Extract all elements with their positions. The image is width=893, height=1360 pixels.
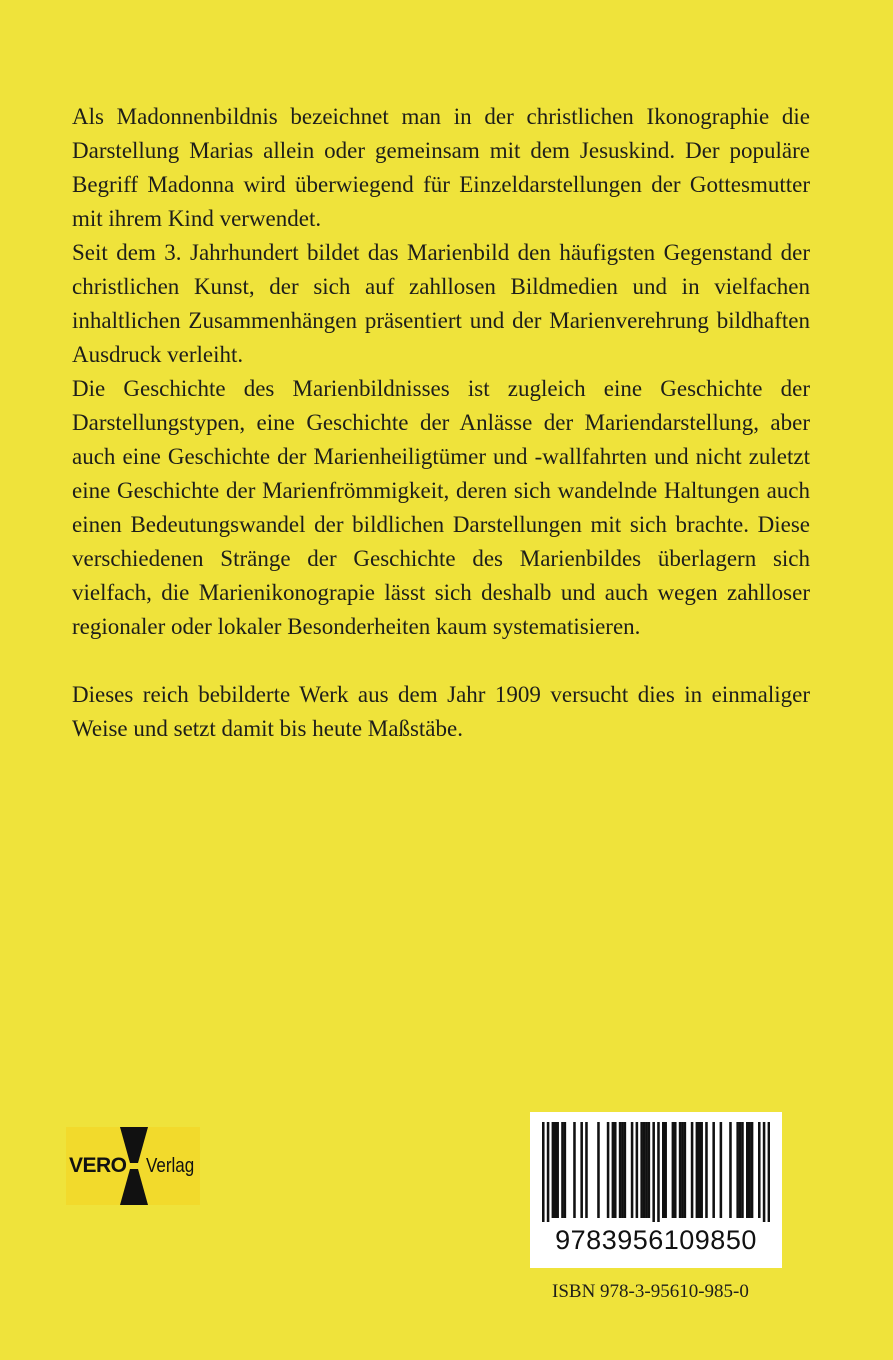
barcode-bar: [640, 1122, 643, 1218]
barcode-bar: [720, 1122, 723, 1218]
barcode-bar: [612, 1122, 615, 1218]
barcode-bar: [580, 1122, 583, 1218]
barcode-bar: [696, 1122, 699, 1218]
barcode-bar: [741, 1122, 744, 1218]
barcode-bar: [681, 1122, 684, 1218]
barcode-bar: [585, 1122, 588, 1218]
barcode-bar: [621, 1122, 624, 1218]
barcode-bar: [648, 1122, 651, 1218]
barcode-bar: [561, 1122, 564, 1218]
barcode-bar: [674, 1122, 677, 1218]
barcode-bar: [652, 1122, 655, 1222]
barcode-bar: [679, 1122, 682, 1218]
isbn-label: ISBN 978-3-95610-985-0: [552, 1281, 749, 1302]
barcode-bar: [698, 1122, 701, 1218]
barcode-bar: [619, 1122, 622, 1218]
barcode-bar: [684, 1122, 687, 1218]
blurb-closing: Dieses reich bebilderte Werk aus dem Jahr 1909 versucht dies in einmaliger Weise und setzt damit bis heute Maßstäbe.: [72, 682, 810, 741]
barcode-bar: [607, 1122, 610, 1218]
barcode-bar: [729, 1122, 732, 1218]
logo-verlag-text: Verlag: [146, 1155, 195, 1177]
blurb-paragraph-2: Seit dem 3. Jahrhundert bildet das Marienbild den häufigsten Gegenstand der christlichen Kunst, der sich auf zahllosen Bildmedien und in vielfachen inhaltlichen Zusammenhängen präsentiert und der Marienverehrung bildhaften Ausdruck verleiht.: [72, 240, 810, 367]
blurb-paragraph-3: Die Geschichte des Marienbildnisses ist zugleich eine Geschichte der Darstellungstypen, eine Geschichte der Anlässe der Mariendarstellung, aber auch eine Geschichte der Marienheiligtümer und -wallfahrten und nicht zuletzt eine Geschichte der Marienfrömmigkeit, deren sich wandelnde Haltungen auch einen Bedeutungswandel der bildlichen Darstellungen mit sich brachte. Diese verschiedenen Stränge der Geschichte des Marienbildes überlagern sich vielfach, die Marienikonograpie lässt sich deshalb und auch wegen zahlloser regionaler oder lokaler Besonderheiten kaum systematisieren.: [72, 376, 810, 639]
barcode-bar: [758, 1122, 761, 1218]
paragraph-spacer: [72, 644, 810, 678]
barcode-bar: [657, 1122, 660, 1222]
barcode-bar: [736, 1122, 739, 1218]
barcode-bar: [556, 1122, 559, 1218]
barcode-bar: [691, 1122, 694, 1218]
barcode-bar: [597, 1122, 600, 1218]
barcode-bar: [614, 1122, 617, 1218]
barcode-bar: [672, 1122, 675, 1218]
barcode-bar: [746, 1122, 749, 1218]
barcode-bar: [554, 1122, 557, 1218]
barcode-bar: [631, 1122, 634, 1218]
barcode-bar: [768, 1122, 770, 1222]
barcode-bar: [542, 1122, 545, 1222]
barcode-bar: [763, 1122, 766, 1222]
barcode-bar: [624, 1122, 627, 1218]
barcode-bar: [636, 1122, 639, 1218]
barcode-bar: [547, 1122, 550, 1222]
barcode-bar: [700, 1122, 703, 1218]
barcode-bar: [573, 1122, 576, 1218]
publisher-logo: [66, 1127, 200, 1205]
barcode-bar: [552, 1122, 555, 1218]
barcode-bar: [564, 1122, 567, 1218]
barcode-bar: [705, 1122, 708, 1218]
barcode-bar: [748, 1122, 751, 1218]
barcode-bar: [751, 1122, 754, 1218]
barcode-bar: [664, 1122, 667, 1218]
barcode-bar: [643, 1122, 646, 1218]
logo-vero-text: VERO: [69, 1154, 127, 1177]
barcode: [530, 1112, 782, 1268]
barcode-digits: 9783956109850: [555, 1225, 757, 1255]
barcode-bars: [542, 1122, 770, 1222]
back-cover-blurb: [72, 100, 810, 746]
barcode-bar: [662, 1122, 665, 1218]
blurb-paragraph-1: Als Madonnenbildnis bezeichnet man in der christlichen Ikonographie die Darstellung Marias allein oder gemeinsam mit dem Jesuskind. Der populäre Begriff Madonna wird überwiegend für Einzeldarstellungen der Gottesmutter mit ihrem Kind verwendet.: [72, 104, 810, 231]
barcode-bar: [645, 1122, 648, 1218]
barcode-bar: [739, 1122, 742, 1218]
barcode-bar: [712, 1122, 715, 1218]
